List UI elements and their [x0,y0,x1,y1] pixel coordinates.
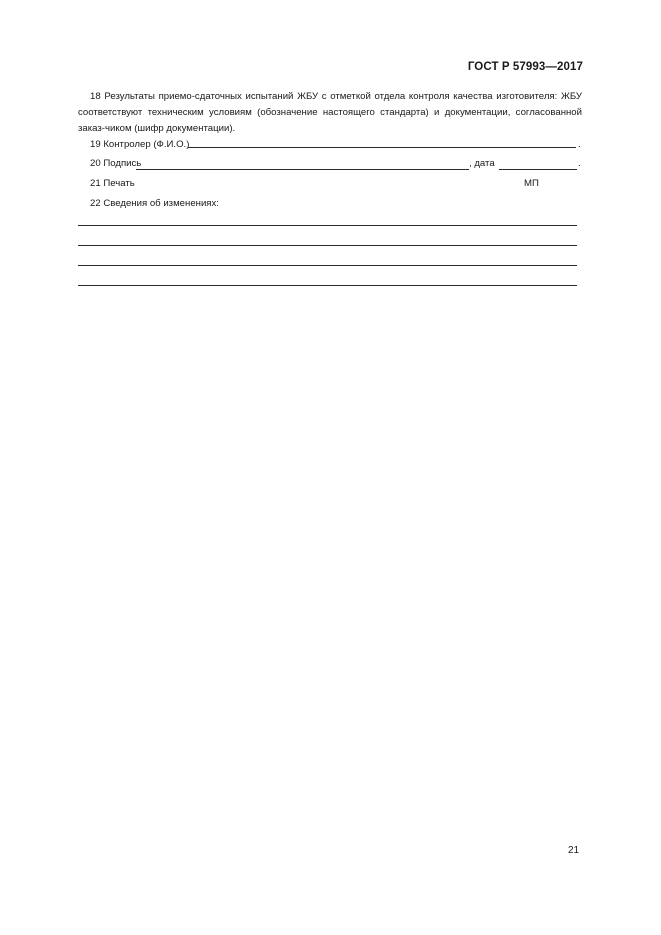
page-number: 21 [568,845,580,856]
item-20-end-mark: . [578,158,581,169]
signature-line[interactable] [136,169,469,170]
item-19-label: 19 Контролер (Ф.И.О.) [90,139,190,150]
standard-code: ГОСТ Р 57993—2017 [467,61,583,73]
item-18-paragraph [78,89,582,137]
changes-line[interactable] [78,265,577,266]
changes-line[interactable] [78,245,577,246]
changes-line[interactable] [78,225,577,226]
item-18-text: 18 Результаты приемо-сдаточных испытаний ЖБУ с отметкой отдела контроля качества изготовителя: ЖБУ соответствуют техническим условиям (обозначение настоящего стандарта) и документации, согласованной заказ-чиком (шифр документации). [78,91,582,134]
item-22-label: 22 Сведения об изменениях: [90,198,219,209]
controller-name-line[interactable] [188,147,576,148]
item-21-label: 21 Печать [90,178,135,189]
date-line[interactable] [499,169,577,170]
stamp-placeholder: МП [524,178,539,189]
item-20-date-label: , дата [469,158,495,169]
item-19-end-mark: . [578,139,581,150]
changes-line[interactable] [78,285,577,286]
item-20-label: 20 Подпись [90,158,142,169]
